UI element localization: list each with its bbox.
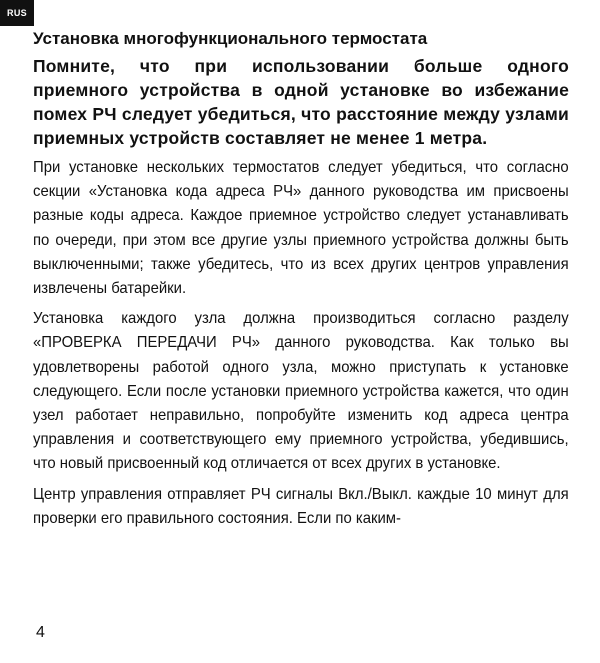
paragraph-control-center-signals: Центр управления отправляет РЧ сигналы Вкл./Выкл. каждые 10 минут для проверки его правильного состояния. Если по каким- [33,485,569,527]
manual-page-content [33,28,569,531]
warning-note: Помните, что при использовании больше одного приемного устройства в одной установке во избежание помех РЧ следует убедиться, что расстояние между узлами приемных устройств составляет не менее 1 метра. [33,56,569,148]
page-number: 4 [36,624,45,641]
paragraph-multiple-thermostats: При установке нескольких термостатов следует убедиться, что согласно секции «Установка кода адреса РЧ» данного руководства им присвоены разные коды адреса. Каждое приемное устройство следует устанавливать по очереди, при этом все другие узлы приемного устройства должны быть выключенными; также убедитесь, что из всех других центров управления извлечены батарейки. [33,159,569,298]
section-title: Установка многофункционального термостата [33,29,428,48]
language-badge: RUS [0,0,34,26]
paragraph-node-installation: Установка каждого узла должна производиться согласно разделу «ПРОВЕРКА ПЕРЕДАЧИ РЧ» данного руководства. Как только вы удовлетворены работой одного узла, можно приступать к установке следующего. Если после установки приемного устройства кажется, что один узел работает неправильно, попробуйте изменить код адреса центра управления и соответствующего ему приемного устройства, убедившись, что новый присвоенный код отличается от всех других в установке. [33,310,569,473]
